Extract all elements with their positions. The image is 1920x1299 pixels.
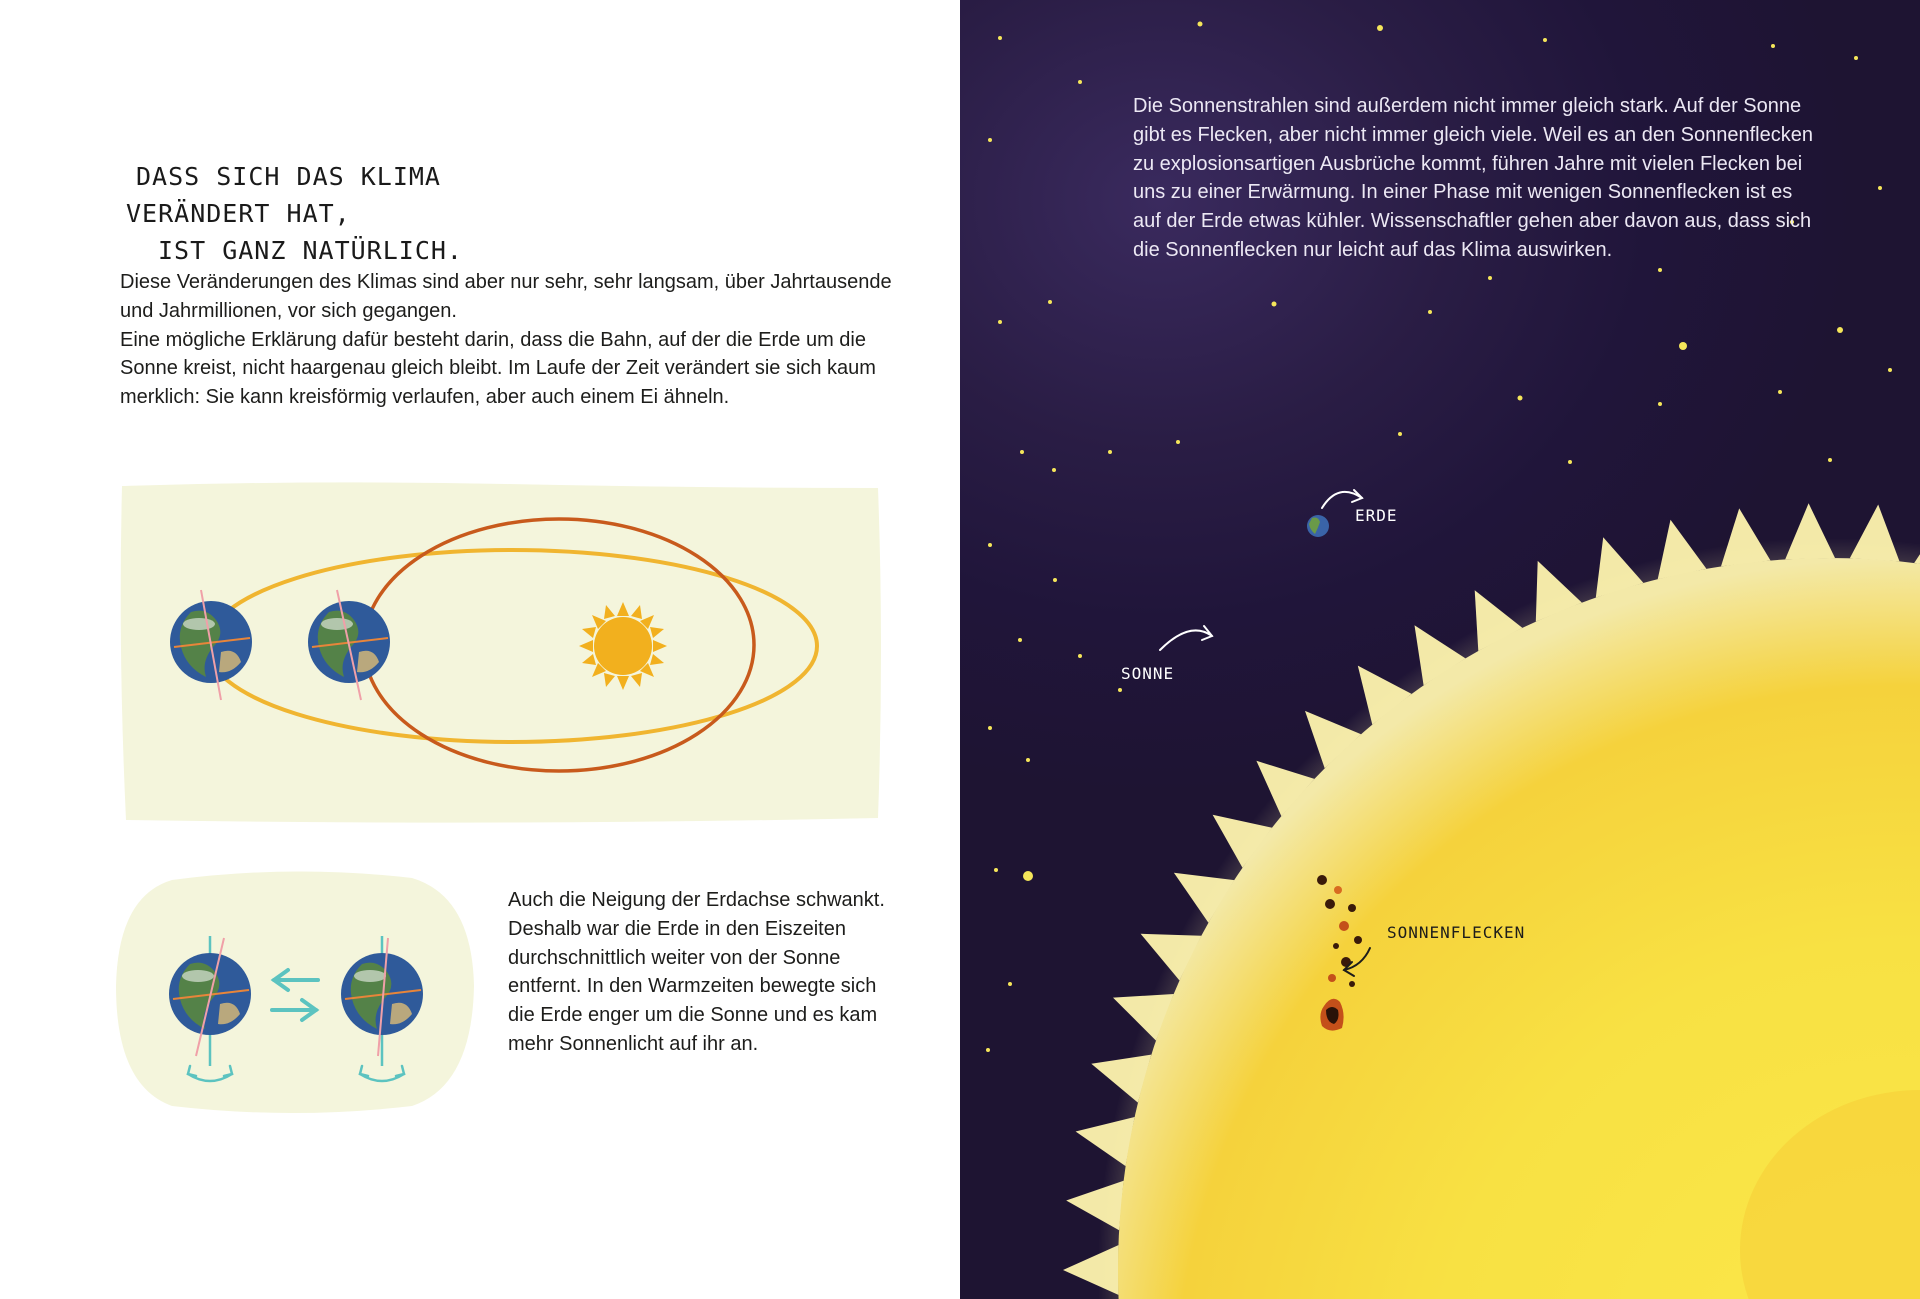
sun-label: SONNE bbox=[1121, 664, 1175, 683]
orbit-illustration bbox=[116, 480, 884, 826]
heading-line-2: VERÄNDERT HAT, bbox=[126, 199, 351, 228]
small-earth-icon bbox=[1307, 515, 1329, 537]
intro-paragraph: Diese Veränderungen des Klimas sind aber nur sehr, sehr langsam, über Jahrtausende und Jahrmillionen, vor sich gegangen. Eine mögliche Erklärung dafür besteht darin, dass die Bahn, auf der die Erde um die Sonne kreist, nicht haargenau gleich bleibt. Im Laufe der Zeit verändert sie sich kaum merklich: Sie kann kreisförmig verlaufen, aber auch einem Ei ähneln. bbox=[120, 271, 892, 409]
right-page bbox=[960, 0, 1920, 1299]
page-heading bbox=[126, 158, 463, 269]
sunspot-paragraph: Die Sonnenstrahlen sind außerdem nicht immer gleich stark. Auf der Sonne gibt es Flecken, aber nicht immer gleich viele. Weil es an den Sonnenflecken zu explosionsartigen Ausbrüche kommt, führen Jahre mit vielen Flecken bei uns zu einer Erwärmung. In einer Phase mit wenigen Sonnenflecken ist es auf der Erde etwas kühler. Wissenschaftler gehen aber davon aus, dass sich die Sonnenflecken nur leicht auf das Klima auswirken. bbox=[1133, 95, 1813, 261]
axis-tilt-illustration bbox=[112, 866, 480, 1118]
sunspots-label: SONNENFLECKEN bbox=[1387, 923, 1526, 942]
earth-label: ERDE bbox=[1355, 506, 1398, 525]
heading-line-3: IST GANZ NATÜRLICH. bbox=[158, 236, 463, 265]
orbit-sun-icon bbox=[579, 602, 667, 690]
heading-line-1: DASS SICH DAS KLIMA bbox=[136, 162, 441, 191]
axis-tilt-paragraph: Auch die Neigung der Erdachse schwankt. Deshalb war die Erde in den Eiszeiten durchschnittlich weiter von der Sonne entfernt. In den Warmzeiten bewegte sich die Erde enger um die Sonne und es kam mehr Sonnenlicht auf ihr an. bbox=[508, 889, 885, 1055]
sun-arrow-icon bbox=[1160, 630, 1212, 650]
